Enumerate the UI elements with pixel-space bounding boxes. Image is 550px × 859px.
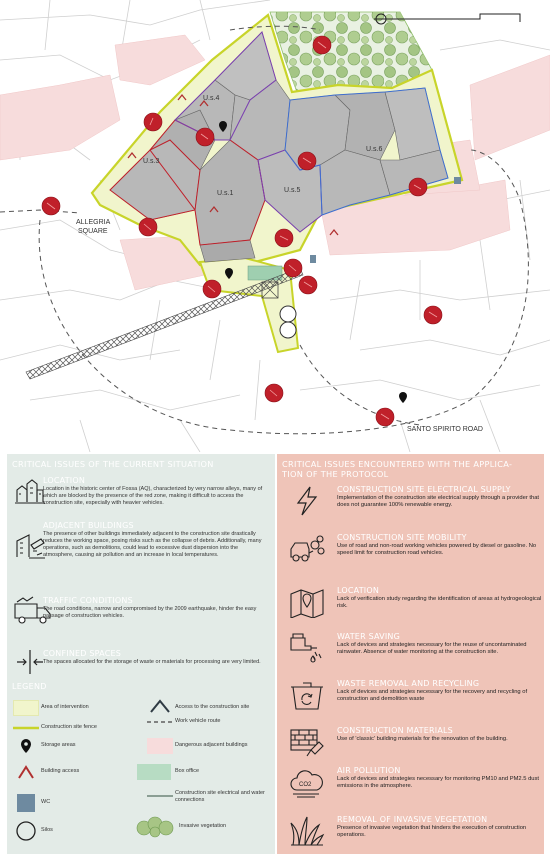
wc-square xyxy=(13,792,39,812)
label-square: SQUARE xyxy=(78,228,108,235)
issue-electrical-desc: Implementation of the construction site electrical supply through a provider that does not guarantee 100% renewable energy. xyxy=(337,495,540,509)
access-caret-icon xyxy=(147,698,173,714)
grey-line xyxy=(147,788,173,804)
issue-electrical-title: CONSTRUCTION SITE ELECTRICAL SUPPLY xyxy=(337,485,511,494)
legend-title: LEGEND xyxy=(12,682,47,691)
issue-materials-desc: Use of 'classic' building materials for the renovation of the building. xyxy=(337,736,508,742)
legend-wc-label: WC xyxy=(41,799,51,805)
issue-waste-title: WASTE REMOVAL AND RECYCLING xyxy=(337,679,480,688)
legend-building-access-label: Building access xyxy=(41,768,80,774)
issue-traffic-title: TRAFFIC CONDITIONS xyxy=(43,596,133,605)
silo-1 xyxy=(280,306,296,322)
dashed-line xyxy=(147,714,173,730)
crane xyxy=(26,268,303,379)
silo-2 xyxy=(280,322,296,338)
issue-adjacent-desc: The presence of other buildings immediately adjacent to the construction site drastically reduces the working space, posing risks such as the collapse of debris. Additionally, many operations, such as demolitions, could lead to excessive dust dispersion into the atmosphere, causing air pollution and an increase in local temperatures. xyxy=(43,531,262,558)
issue-traffic-desc: The road conditions, narrow and compromised by the 2009 earthquake, hinder the easy passage of construction vehicles. xyxy=(43,606,257,619)
legend-fence-label: Construction site fence xyxy=(41,724,97,730)
legend-route-label: Work vehicle route xyxy=(175,718,221,724)
svg-text:CO2: CO2 xyxy=(299,782,312,788)
legend-silos-label: Silos xyxy=(41,827,53,833)
issue-waste-desc: Lack of devices and strategies necessary for the recovery and recycling of construction and demolition waste xyxy=(337,689,528,703)
wc-2 xyxy=(310,255,316,263)
town-icon xyxy=(13,476,47,506)
label-us1: U.s.1 xyxy=(217,190,234,197)
grass-icon xyxy=(289,815,325,847)
legend-storage-label: Storage areas xyxy=(41,742,76,748)
issue-adjacent-title: ADJACENT BUILDINGS xyxy=(43,521,134,530)
issue-air-desc: Lack of devices and strategies necessary for monitoring PM10 and PM2.5 dust emissions in the atmosphere. xyxy=(337,776,540,790)
protocol-issues-panel xyxy=(277,454,544,854)
issue-confined-desc: The spaces allocated for the storage of waste or materials for processing are very limited. xyxy=(43,659,261,665)
area-swatch xyxy=(13,700,39,716)
recycle-bin-icon xyxy=(289,679,325,711)
collapse-icon xyxy=(13,531,47,561)
label-us3: U.s.3 xyxy=(143,158,160,165)
right-panel-title: CRITICAL ISSUES ENCOUNTERED WITH THE APPLICA- TION OF THE PROTOCOL xyxy=(282,459,513,479)
legend-box-office-label: Box office xyxy=(175,768,200,774)
compress-icon xyxy=(13,647,47,677)
legend-dangerous-label: Dangerous adjacent buildings xyxy=(175,742,248,748)
pin-icon xyxy=(13,738,39,754)
current-situation-panel xyxy=(7,454,275,854)
circle-icon xyxy=(13,820,39,842)
legend-area-label: Area of intervention xyxy=(41,704,89,710)
legend-connections-label: Construction site electrical and water connections xyxy=(175,790,265,803)
label-road: SANTO SPIRITO ROAD xyxy=(407,426,483,433)
issue-mobility-title: CONSTRUCTION SITE MOBILITY xyxy=(337,533,467,542)
legend-access-site-label: Access to the construction site xyxy=(175,704,250,710)
label-allegria: ALLEGRIA xyxy=(76,219,111,226)
label-us6: U.s.6 xyxy=(366,146,383,153)
label-us4: U.s.4 xyxy=(203,95,220,102)
fence-line xyxy=(13,720,39,736)
issue-materials-title: CONSTRUCTION MATERIALS xyxy=(337,726,453,735)
map-pin-icon xyxy=(289,586,325,618)
water-icon xyxy=(289,632,325,664)
co2-cloud-icon xyxy=(289,766,325,798)
emission-vehicle-icon xyxy=(289,533,325,565)
issue-vegetation-title: REMOVAL OF INVASIVE VEGETATION xyxy=(337,815,488,824)
issue-location-protocol-desc: Lack of verification study regarding the identification of areas at hydrogeological risk. xyxy=(337,596,542,610)
wc-1 xyxy=(454,177,461,184)
label-us5: U.s.5 xyxy=(284,187,301,194)
shrub-icon xyxy=(135,816,175,838)
issue-vegetation-desc: Presence of invasive vegetation that hinders the execution of construction operations. xyxy=(337,825,527,839)
issue-air-title: AIR POLLUTION xyxy=(337,766,401,775)
pink-swatch xyxy=(147,738,173,754)
lightning-icon xyxy=(289,485,325,517)
issue-location-protocol-title: LOCATION xyxy=(337,586,380,595)
issue-confined-title: CONFINED SPACES xyxy=(43,649,122,658)
left-panel-title: CRITICAL ISSUES OF THE CURRENT SITUATION xyxy=(12,459,214,469)
green-swatch xyxy=(137,764,171,780)
bricks-icon xyxy=(289,726,325,758)
building-access-icon xyxy=(13,764,39,780)
issue-mobility-desc: Use of road and non-road working vehicles powered by diesel or gasoline. No speed limit for construction road vehicles. xyxy=(337,543,537,557)
issue-water-desc: Lack of devices and strategies necessary for the reuse of uncontaminated rainwater. Absence of water monitoring at the construction site. xyxy=(337,642,527,656)
issue-location-title: LOCATION xyxy=(43,476,86,485)
issue-water-title: WATER SAVING xyxy=(337,632,400,641)
issue-location-desc: Location in the historic center of Fossa (AQ), characterized by very narrow alleys, many of which are blocked by the presence of the red zone, making it difficult to access the construction site, especially with heavier vehicles. xyxy=(43,486,263,506)
legend-vegetation-label: Invasive vegetation xyxy=(179,823,227,829)
